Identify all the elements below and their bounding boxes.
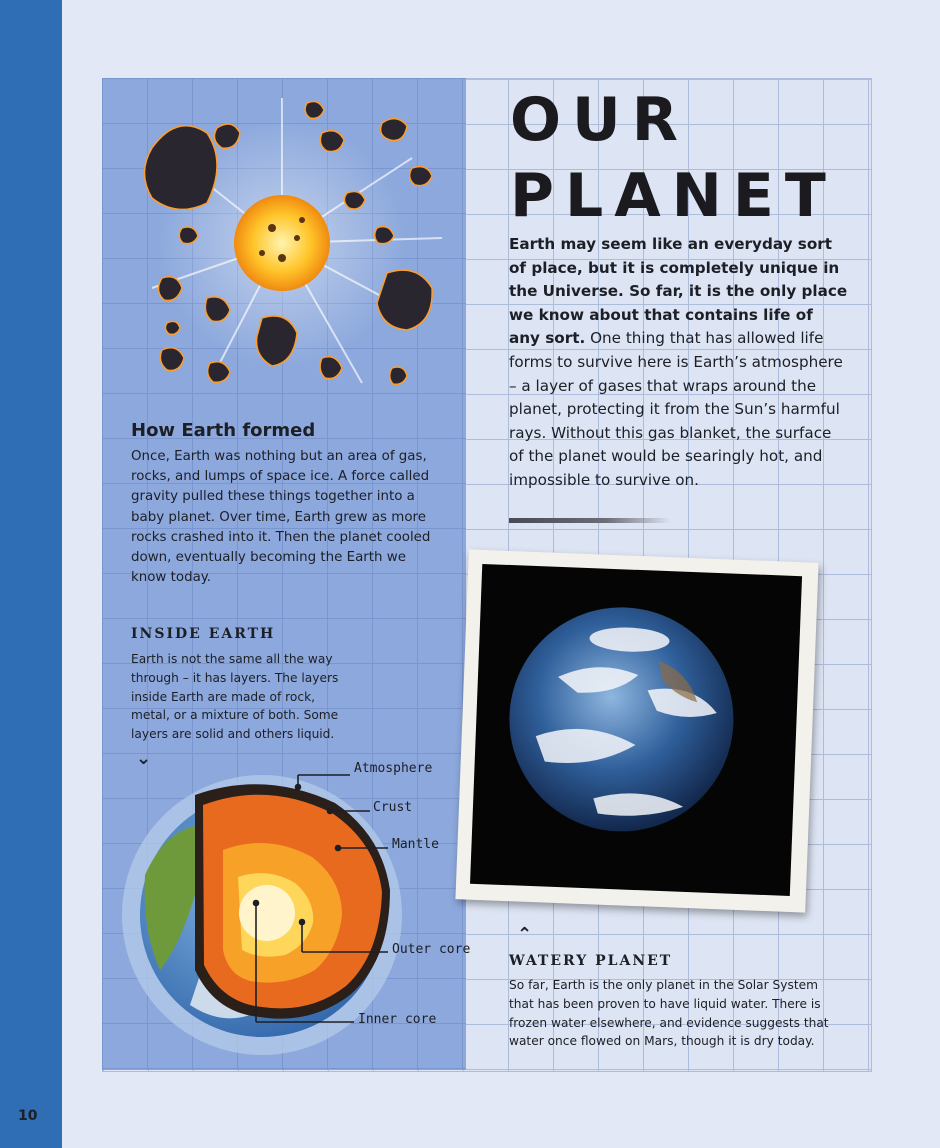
outer-core-label: Outer core	[392, 942, 471, 957]
intro-body: One thing that has allowed life forms to survive here is Earth’s atmosphere – a layer of gases that wraps around the planet, protecting it from the Sun’s harmful rays. Without this gas blanket, the surface of the planet would be searingly hot, and impossible to survive on.	[509, 329, 843, 489]
divider-rule	[509, 518, 671, 523]
how-earth-formed-heading: How Earth formed	[131, 420, 316, 441]
page-title	[510, 82, 837, 234]
watery-planet-text: So far, Earth is the only planet in the Solar System that has been proven to have liquid water. There is frozen water elsewhere, and evidence suggests that water once flowed on Mars, though it is dry today.	[509, 978, 829, 1049]
earth-photo	[470, 564, 802, 896]
atmosphere-label: Atmosphere	[354, 761, 433, 776]
page-number: 10	[18, 1108, 38, 1124]
crust-label: Crust	[373, 800, 413, 815]
watery-planet-heading: WATERY PLANET	[509, 953, 673, 969]
caret-down-icon: ⌄	[136, 748, 152, 769]
intro-text	[509, 233, 849, 493]
earth-photo-image	[470, 564, 802, 896]
inside-earth-heading: INSIDE EARTH	[131, 626, 276, 642]
title-line-2: PLANET	[510, 161, 837, 231]
asteroids-sun-illustration	[122, 88, 452, 398]
earth-photo-frame	[455, 549, 818, 912]
intro-bold: Earth may seem like an everyday sort of place, but it is completely unique in the Universe. So far, it is the only place we know about that contains life of any sort.	[509, 235, 848, 348]
title-line-1: OUR	[510, 85, 689, 155]
how-earth-formed-text: Once, Earth was nothing but an area of gas, rocks, and lumps of space ice. A force called gravity pulled these things together into a baby planet. Over time, Earth grew as more rocks crashed into it. Then the planet cooled down, eventually becoming the Earth we know today.	[131, 449, 431, 586]
inside-earth-text: Earth is not the same all the way through – it has layers. The layers inside Earth are made of rock, metal, or a mixture of both. Some layers are solid and others liquid.	[131, 652, 339, 742]
inner-core-label: Inner core	[358, 1012, 437, 1027]
mantle-label: Mantle	[392, 837, 439, 852]
caret-up-icon: ⌃	[517, 924, 533, 945]
page-spine	[0, 0, 62, 1148]
